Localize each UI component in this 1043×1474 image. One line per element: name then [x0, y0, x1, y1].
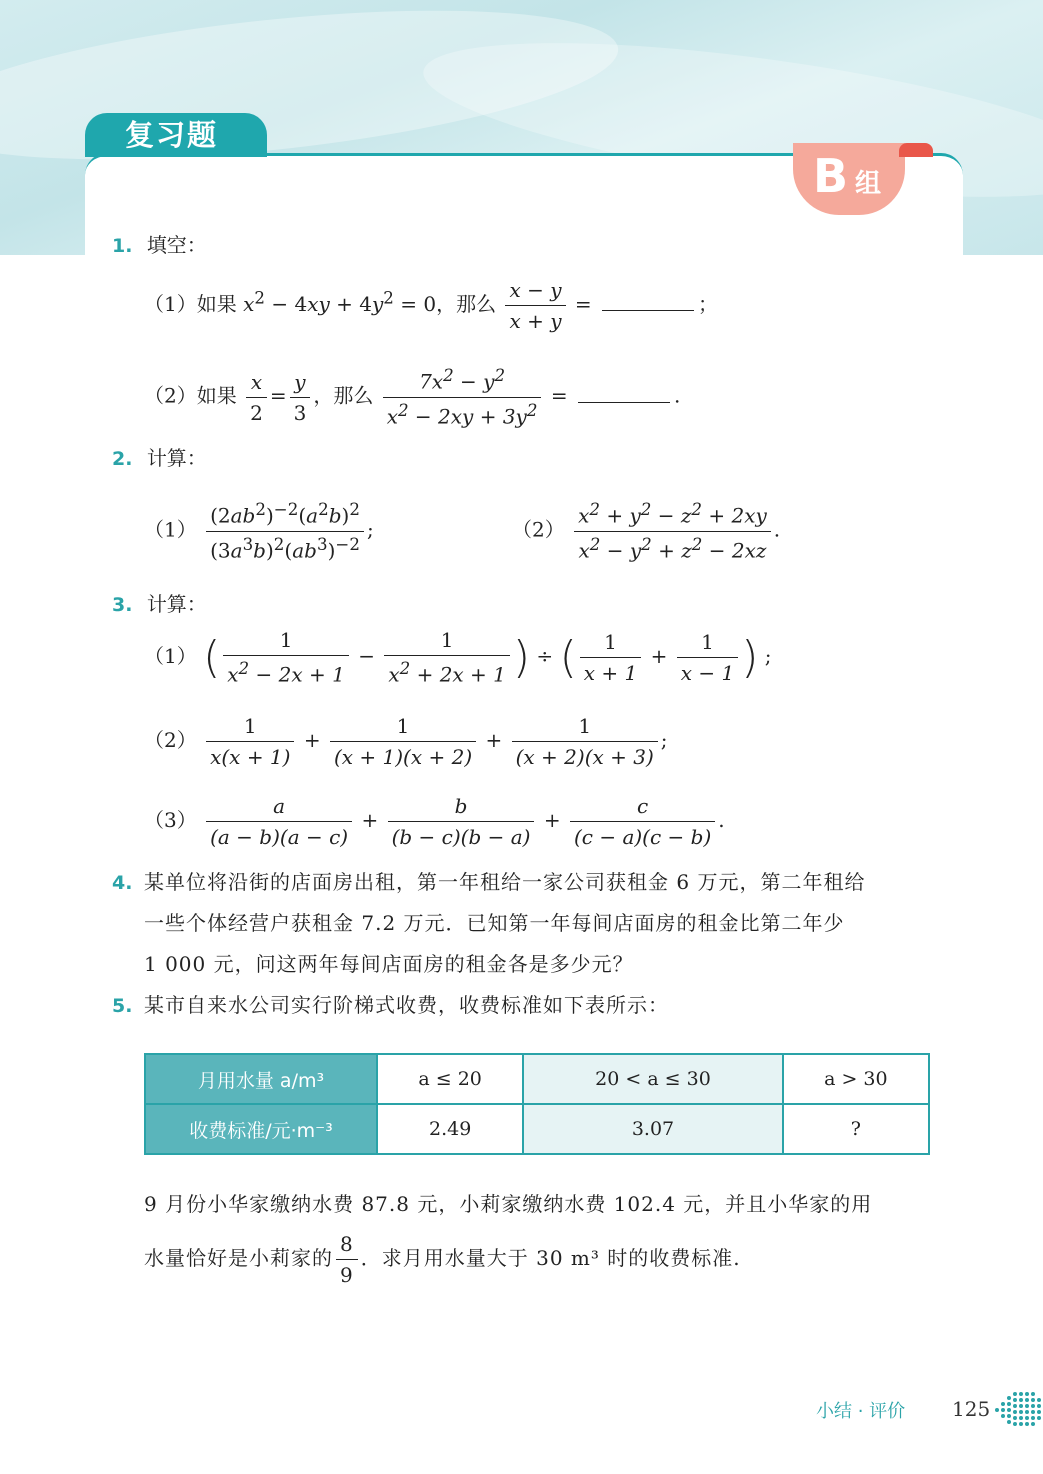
q2-part-1: （1） $\frac{(2ab^2)^{-2}(a^2b)^2}{(3a^3b)^2(ab^3)^{-2}}$ ; [144, 500, 374, 563]
fraction: $\frac{1}{x - 1}$ [677, 630, 738, 685]
question-2-heading [112, 446, 207, 471]
question-title: 计算： [146, 446, 207, 470]
table-cell: 3.07 [523, 1104, 782, 1154]
fraction: $\frac{x^2 + y^2 - z^2 + 2xy}{x^2 - y^2 + z^2 - 2xz}$ [574, 500, 771, 562]
fraction: $\frac{8}{9}$ [336, 1232, 358, 1287]
question-number: 1. [112, 235, 133, 257]
q4-line: 1 000 元，问这两年每间店面房的租金各是多少元？ [144, 952, 634, 976]
q4-line: 某单位将沿街的店面房出租，第一年租给一家公司获租金 6 万元，第二年租给 [144, 870, 866, 894]
q1-part-2: （2）如果 $\frac{x}{2}$ = $\frac{y}{3}$ ，那么 $\frac{7x^2 - y^2}{x^2 - 2xy + 3y^2}$ = . [144, 366, 681, 429]
group-char: 组 [855, 169, 882, 199]
fraction: $\frac{(2ab^2)^{-2}(a^2b)^2}{(3a^3b)^2(ab^3)^{-2}}$ [206, 500, 364, 562]
question-title: 计算： [146, 592, 207, 616]
fraction: $\frac{a}{(a - b)(a - c)}$ [206, 794, 352, 849]
fraction: $\frac{1}{(x + 1)(x + 2)}$ [330, 714, 476, 769]
question-4-number: 4. [112, 872, 133, 894]
section-title: 复习题 [85, 113, 267, 157]
fraction: $\frac{1}{(x + 2)(x + 3)}$ [512, 714, 658, 769]
table-cell: a > 30 [783, 1054, 929, 1104]
question-3-heading [112, 592, 207, 617]
table-cell: 20 < a ≤ 30 [523, 1054, 782, 1104]
q3-part-2: （2） $\frac{1}{x(x + 1)}$ + $\frac{1}{(x + 1)(x + 2)}$ + $\frac{1}{(x + 2)(x + 3)}$ ; [144, 714, 668, 769]
question-number: 3. [112, 594, 133, 616]
fraction: $\frac{b}{(b - c)(b - a)}$ [388, 794, 535, 849]
fraction: $\frac{c}{(c - a)(c - b)}$ [570, 794, 715, 849]
q4-line: 一些个体经营户获租金 7.2 万元．已知第一年每间店面房的租金比第二年少 [144, 911, 845, 935]
answer-blank[interactable] [602, 292, 694, 311]
table-header-cell: 月用水量 a/m³ [145, 1054, 377, 1104]
question-5-number: 5. [112, 995, 133, 1017]
table-row [145, 1054, 929, 1104]
table-cell: a ≤ 20 [377, 1054, 523, 1104]
q3-part-3: （3） $\frac{a}{(a - b)(a - c)}$ + $\frac{b}{(b - c)(b - a)}$ + $\frac{c}{(c - a)(c - b)}$ . [144, 794, 725, 849]
q3-part-1: （1） ( $\frac{1}{x^2 - 2x + 1}$ − $\frac{1}{x^2 + 2x + 1}$ ) ÷ ( $\frac{1}{x + 1}$ + $\frac{1}{x - 1}$ ) ; [144, 628, 772, 687]
decorative-dots-icon [993, 1390, 1041, 1430]
table-cell: ? [783, 1104, 929, 1154]
group-badge [793, 143, 905, 215]
fee-table [144, 1053, 930, 1155]
table-header-cell: 收费标准/元·m⁻³ [145, 1104, 377, 1154]
q5-intro: 某市自来水公司实行阶梯式收费，收费标准如下表所示： [144, 993, 669, 1017]
q2-part-2: （2） $\frac{x^2 + y^2 - z^2 + 2xy}{x^2 - y^2 + z^2 - 2xz}$ . [512, 500, 781, 563]
page-number: 125 [952, 1397, 991, 1421]
fraction: $\frac{1}{x(x + 1)}$ [206, 714, 294, 769]
fraction: $\frac{x}{2}$ [246, 370, 267, 425]
group-letter: B [813, 149, 849, 203]
question-title: 填空： [146, 233, 207, 257]
fraction: $\frac{x - y}{x + y}$ [505, 278, 565, 333]
q1-part-1: （1）如果 $x^2 - 4xy + 4y^2 = 0$，那么 $\frac{x - y}{x + y}$ = ； [144, 278, 718, 333]
q5-paragraph: 9 月份小华家缴纳水费 87.8 元，小莉家缴纳水费 102.4 元，并且小华家的用 [144, 1192, 873, 1216]
footer-section-label: 小结 · 评价 [816, 1401, 906, 1422]
badge-dot [899, 143, 933, 157]
answer-blank[interactable] [578, 384, 670, 403]
fraction: $\frac{1}{x^2 - 2x + 1}$ [223, 628, 349, 687]
fraction: $\frac{7x^2 - y^2}{x^2 - 2xy + 3y^2}$ [383, 366, 542, 428]
fraction: $\frac{1}{x + 1}$ [580, 630, 641, 685]
fraction: $\frac{1}{x^2 + 2x + 1}$ [384, 628, 510, 687]
table-cell: 2.49 [377, 1104, 523, 1154]
q5-paragraph: 水量恰好是小莉家的 $\frac{8}{9}$ ．求月用水量大于 30 m³ 时的收费标准. [144, 1232, 741, 1287]
question-number: 2. [112, 448, 133, 470]
question-1-heading [112, 233, 207, 258]
fraction: $\frac{y}{3}$ [290, 370, 311, 425]
table-row [145, 1104, 929, 1154]
